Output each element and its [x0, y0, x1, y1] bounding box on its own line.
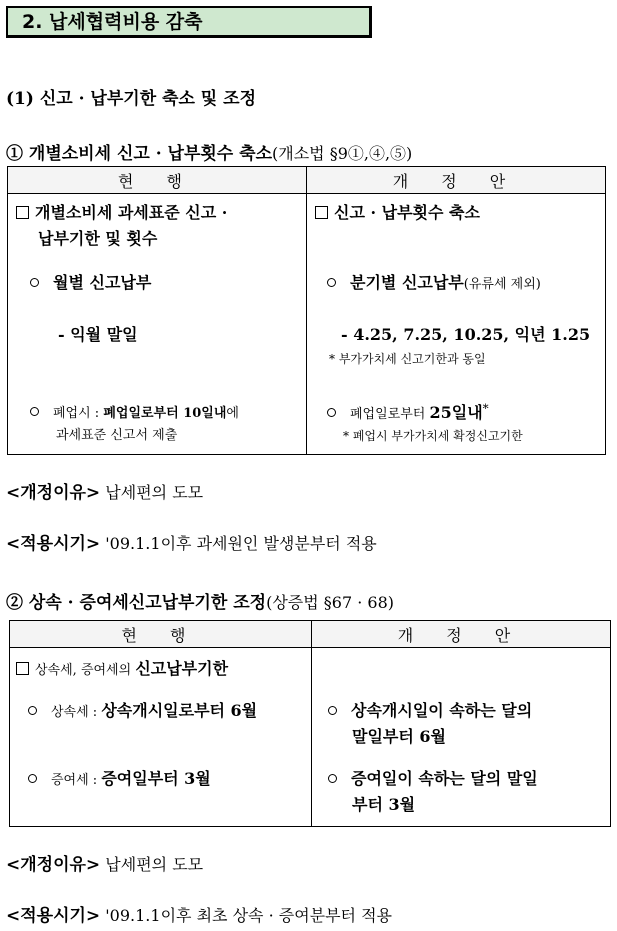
timing-tag: <적용시기>: [6, 534, 101, 554]
current-next-month: - 익월 말일: [58, 325, 138, 344]
current-box-item: 상속세, 증여세의 신고납부기한: [16, 656, 228, 679]
current-closure: 폐업시 : 폐업일로부터 10일내에: [30, 402, 239, 421]
current-cell: [10, 648, 312, 827]
item1-ref: (개소법 §9①,④,⑤): [272, 144, 413, 163]
revised-box-item: 신고 · 납부횟수 축소: [315, 200, 480, 223]
revised-inheritance-line2: 말일부터 6월: [352, 727, 446, 746]
col-header-current: 현 행: [8, 167, 307, 194]
comparison-table-2: [9, 620, 611, 827]
circle-bullet-icon: [327, 278, 336, 287]
revised-closure-note: * 폐업시 부가가치세 확정신고기한: [343, 429, 523, 443]
item1-timing: [6, 529, 377, 554]
revised-dates-note: * 부가가치세 신고기한과 동일: [329, 352, 486, 366]
item1-title-text: ① 개별소비세 신고 · 납부횟수 축소: [6, 144, 272, 164]
circle-bullet-icon: [28, 774, 37, 783]
reason-text: 납세편의 도모: [105, 483, 204, 502]
reason-tag: <개정이유>: [6, 855, 101, 875]
revised-closure: 폐업일로부터 25일내*: [327, 400, 489, 423]
circle-bullet-icon: [328, 706, 337, 715]
current-cell: [8, 194, 307, 455]
circle-bullet-icon: [327, 408, 336, 417]
col-header-current: 현 행: [10, 621, 312, 648]
col-header-revised: 개 정 안: [312, 621, 611, 648]
item1-title: [6, 139, 412, 164]
circle-bullet-icon: [328, 774, 337, 783]
item2-title-text: ② 상속 · 증여세신고납부기한 조정: [6, 593, 267, 613]
current-gift: 증여세 : 증여일부터 3월: [28, 766, 211, 789]
checkbox-square-icon: [16, 662, 29, 675]
item1-reason: [6, 478, 203, 503]
circle-bullet-icon: [28, 706, 37, 715]
current-inheritance: 상속세 : 상속개시일로부터 6월: [28, 698, 257, 721]
item2-ref: (상증법 §67 · 68): [266, 593, 394, 612]
revised-dates: - 4.25, 7.25, 10.25, 익년 1.25: [341, 325, 591, 344]
reason-tag: <개정이유>: [6, 483, 101, 503]
current-box-item: 개별소비세 과세표준 신고 ·: [16, 200, 227, 223]
checkbox-square-icon: [16, 206, 29, 219]
section-title: 2. 납세협력비용 감축: [6, 6, 372, 38]
current-monthly: 월별 신고납부: [30, 270, 151, 293]
revised-cell: [307, 194, 606, 455]
col-header-revised: 개 정 안: [307, 167, 606, 194]
circle-bullet-icon: [30, 278, 39, 287]
revised-gift: 증여일이 속하는 달의 말일: [328, 766, 538, 789]
current-closure-line2: 과세표준 신고서 제출: [56, 428, 178, 443]
timing-text: '09.1.1이후 과세원인 발생분부터 적용: [105, 534, 377, 553]
revised-inheritance: 상속개시일이 속하는 달의: [328, 698, 532, 721]
item2-reason: [6, 850, 203, 875]
checkbox-square-icon: [315, 206, 328, 219]
comparison-table-1: [7, 166, 606, 455]
current-box-item-line2: 납부기한 및 횟수: [38, 229, 158, 248]
subsection-title: (1) 신고 · 납부기한 축소 및 조정: [6, 89, 256, 109]
item2-timing: [6, 901, 392, 926]
timing-text: '09.1.1이후 최초 상속 · 증여분부터 적용: [105, 906, 393, 925]
revised-quarterly: 분기별 신고납부(유류세 제외): [327, 270, 541, 293]
timing-tag: <적용시기>: [6, 906, 101, 926]
circle-bullet-icon: [30, 407, 39, 416]
revised-cell: [312, 648, 611, 827]
revised-gift-line2: 부터 3월: [352, 795, 416, 814]
item2-title: [6, 588, 394, 613]
reason-text: 납세편의 도모: [105, 855, 204, 874]
